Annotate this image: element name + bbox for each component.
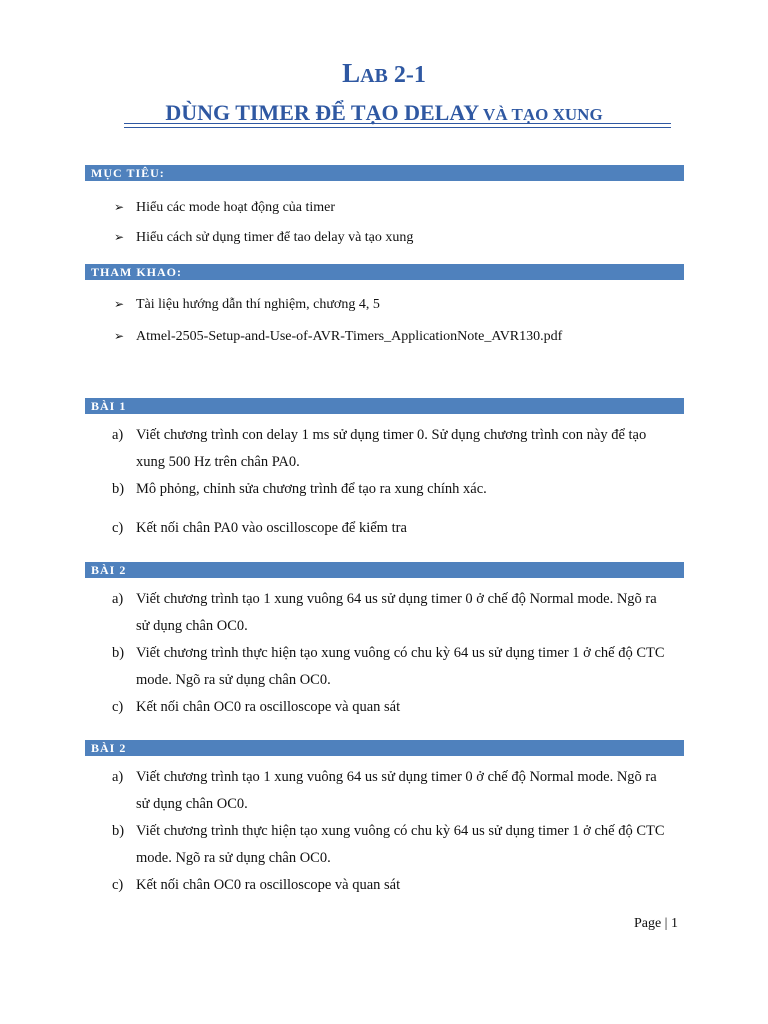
- lab-title-rest: AB: [360, 65, 388, 87]
- arrow-bullet-icon: ➢: [114, 230, 125, 244]
- objective-text: Hiểu các mode hoạt động của timer: [136, 200, 336, 215]
- item-text: Viết chương trình thực hiện tạo xung vuông có chu kỳ 64 us sử dụng timer 1 ở chế độ CTC: [136, 823, 665, 839]
- lab-title: [0, 58, 768, 89]
- page-title-main: DÙNG TIMER ĐỂ TẠO DELAY: [165, 100, 480, 125]
- arrow-bullet-icon: ➢: [114, 200, 125, 214]
- item-marker: b): [112, 481, 125, 497]
- item-text: Mô phỏng, chỉnh sửa chương trình để tạo ra xung chính xác.: [136, 481, 487, 497]
- item-marker: b): [112, 645, 125, 661]
- item-marker: a): [112, 769, 124, 785]
- section-heading-bai1: BÀI 1: [85, 398, 684, 414]
- item-text: Kết nối chân OC0 ra oscilloscope và quan sát: [136, 877, 401, 893]
- section-heading-objectives: MỤC TIÊU:: [85, 165, 684, 181]
- item-marker: a): [112, 427, 124, 443]
- item-text-continued: sử dụng chân OC0.: [136, 796, 248, 812]
- section-heading-references: THAM KHAO:: [85, 264, 684, 280]
- page-title-suffix: VÀ TẠO XUNG: [479, 105, 603, 124]
- section-heading-bai2-repeat: BÀI 2: [85, 740, 684, 756]
- item-text: Kết nối chân PA0 vào oscilloscope để kiểm tra: [136, 520, 407, 536]
- objective-text: Hiểu cách sử dụng timer để tao delay và tạo xung: [136, 230, 414, 245]
- title-underline-top: [124, 123, 671, 124]
- item-text-continued: mode. Ngõ ra sử dụng chân OC0.: [136, 850, 331, 866]
- item-marker: c): [112, 877, 124, 893]
- page-number: Page | 1: [633, 916, 678, 931]
- item-marker: a): [112, 591, 124, 607]
- reference-text: Atmel-2505-Setup-and-Use-of-AVR-Timers_ApplicationNote_AVR130.pdf: [136, 329, 563, 344]
- item-text-continued: sử dụng chân OC0.: [136, 618, 248, 634]
- section-heading-bai2: BÀI 2: [85, 562, 684, 578]
- item-marker: c): [112, 520, 124, 536]
- reference-text: Tài liệu hướng dẫn thí nghiệm, chương 4, 5: [136, 297, 380, 312]
- item-marker: b): [112, 823, 125, 839]
- item-text: Viết chương trình thực hiện tạo xung vuông có chu kỳ 64 us sử dụng timer 1 ở chế độ CTC: [136, 645, 665, 661]
- arrow-bullet-icon: ➢: [114, 329, 125, 343]
- item-marker: c): [112, 699, 124, 715]
- arrow-bullet-icon: ➢: [114, 297, 125, 311]
- item-text-continued: mode. Ngõ ra sử dụng chân OC0.: [136, 672, 331, 688]
- item-text: Kết nối chân OC0 ra oscilloscope và quan sát: [136, 699, 401, 715]
- item-text: Viết chương trình tạo 1 xung vuông 64 us sử dụng timer 0 ở chế độ Normal mode. Ngõ ra: [136, 591, 657, 607]
- lab-title-initial: L: [342, 58, 361, 88]
- lab-number: 2-1: [393, 62, 426, 88]
- item-text: Viết chương trình con delay 1 ms sử dụng timer 0. Sử dụng chương trình con này để tạo: [136, 427, 647, 443]
- item-text-continued: xung 500 Hz trên chân PA0.: [136, 454, 300, 470]
- title-underline-bottom: [124, 127, 671, 128]
- item-text: Viết chương trình tạo 1 xung vuông 64 us sử dụng timer 0 ở chế độ Normal mode. Ngõ ra: [136, 769, 657, 785]
